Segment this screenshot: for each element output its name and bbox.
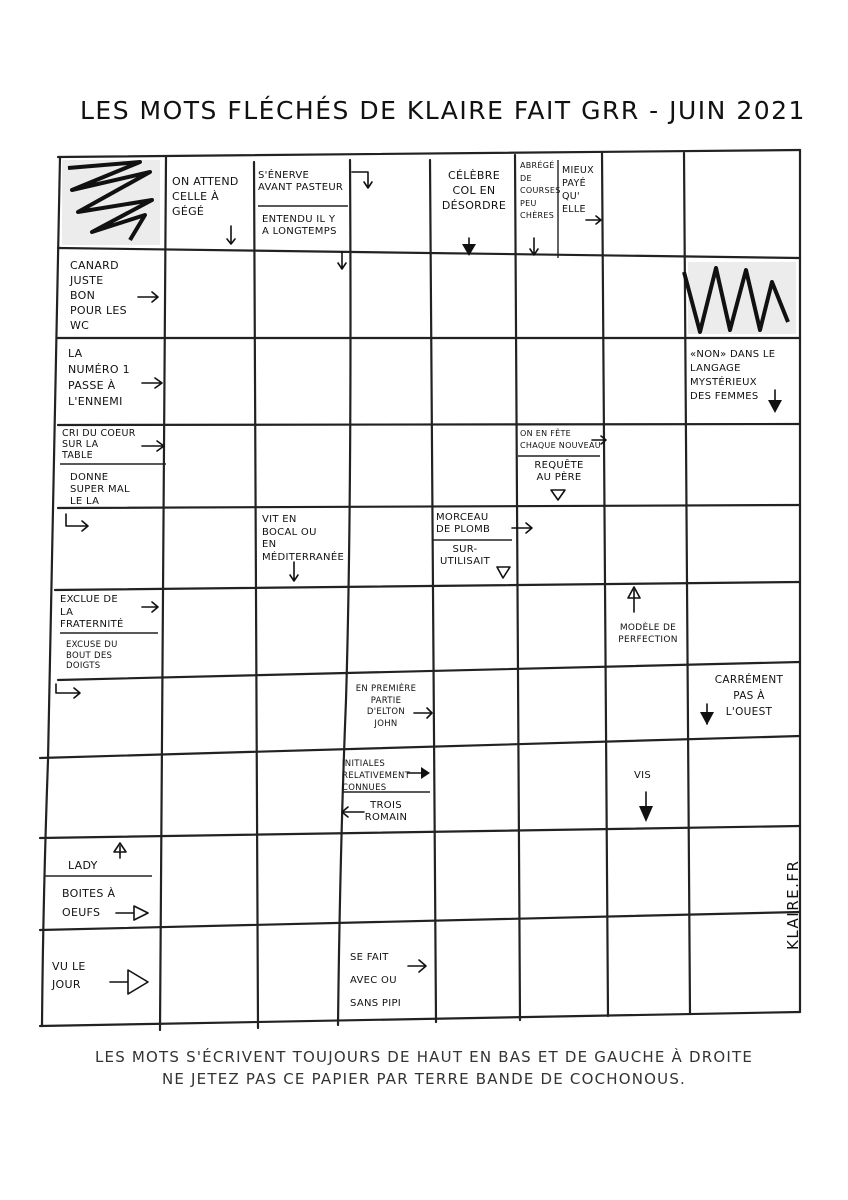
clue-modele: MODÈLE DE PERFECTION [618,623,678,645]
clue-lady: LADY [68,859,98,872]
black-square-scribble [62,160,160,245]
clue-excuse: EXCUSE DU BOUT DES DOIGTS [66,640,118,671]
clue-celle-a-gege: ON ATTEND CELLE À GÉGÉ [172,175,239,218]
clue-donne: DONNE SUPER MAL LE LA [70,472,130,507]
clue-senerve: S'ÉNERVE AVANT PASTEUR [258,170,344,193]
clue-mieux-paye: MIEUX PAYÉ QU' ELLE [562,165,594,215]
clue-non: «NON» DANS LE LANGAGE MYSTÉRIEUX DES FEMMES [690,349,776,402]
clue-canard: CANARD JUSTE BON POUR LES WC [70,259,127,332]
clue-se-fait: SE FAIT AVEC OU SANS PIPI [350,952,402,1009]
footer-note: NE JETEZ PAS CE PAPIER PAR TERRE BANDE DE COCHONOUS. [161,1070,687,1088]
clue-entendu: ENTENDU IL Y A LONGTEMPS [262,214,337,237]
clue-vis: VIS [634,770,652,781]
clue-carrement: CARRÉMENT PAS À L'OUEST [714,674,784,718]
page-title: LES MOTS FLÉCHÉS DE KLAIRE FAIT GRR - JUIN 2021 [80,96,806,125]
clue-vu-le-jour: VU LE JOUR [52,960,86,991]
clue-elton: EN PREMIÈRE PARTIE D'ELTON JOHN [355,684,417,729]
clue-sur-utilisait: SUR- UTILISAIT [439,544,491,567]
clue-trois-romain: TROIS ROMAIN [364,800,408,823]
clue-cri-du-coeur: CRI DU COEUR SUR LA TABLE [62,428,136,461]
clue-requete: REQUÊTE AU PÈRE [534,460,584,483]
clue-exclue: EXCLUE DE LA FRATERNITÉ [60,594,124,630]
clue-morceau: MORCEAU DE PLOMB [436,512,491,535]
clue-abrege: ABRÉGÉ DE COURSES PEU CHÈRES [520,161,561,220]
clue-boites: BOITES À OEUFS [62,887,116,919]
signature: KLAIRE.FR [784,859,802,950]
clue-on-en-fete: ON EN FÊTE CHAQUE NOUVEAU [520,429,601,450]
clue-initiales: INITIALES RELATIVEMENT CONNUES [342,759,411,793]
footer-rule: LES MOTS S'ÉCRIVENT TOUJOURS DE HAUT EN BAS ET DE GAUCHE À DROITE [94,1048,754,1066]
clue-vit-en-bocal: VIT EN BOCAL OU EN MÉDITERRANÉE [262,514,345,563]
clue-celebre-col: CÉLÈBRE COL EN DÉSORDRE [441,169,507,212]
clue-numero-1: LA NUMÉRO 1 PASSE À L'ENNEMI [68,347,130,408]
